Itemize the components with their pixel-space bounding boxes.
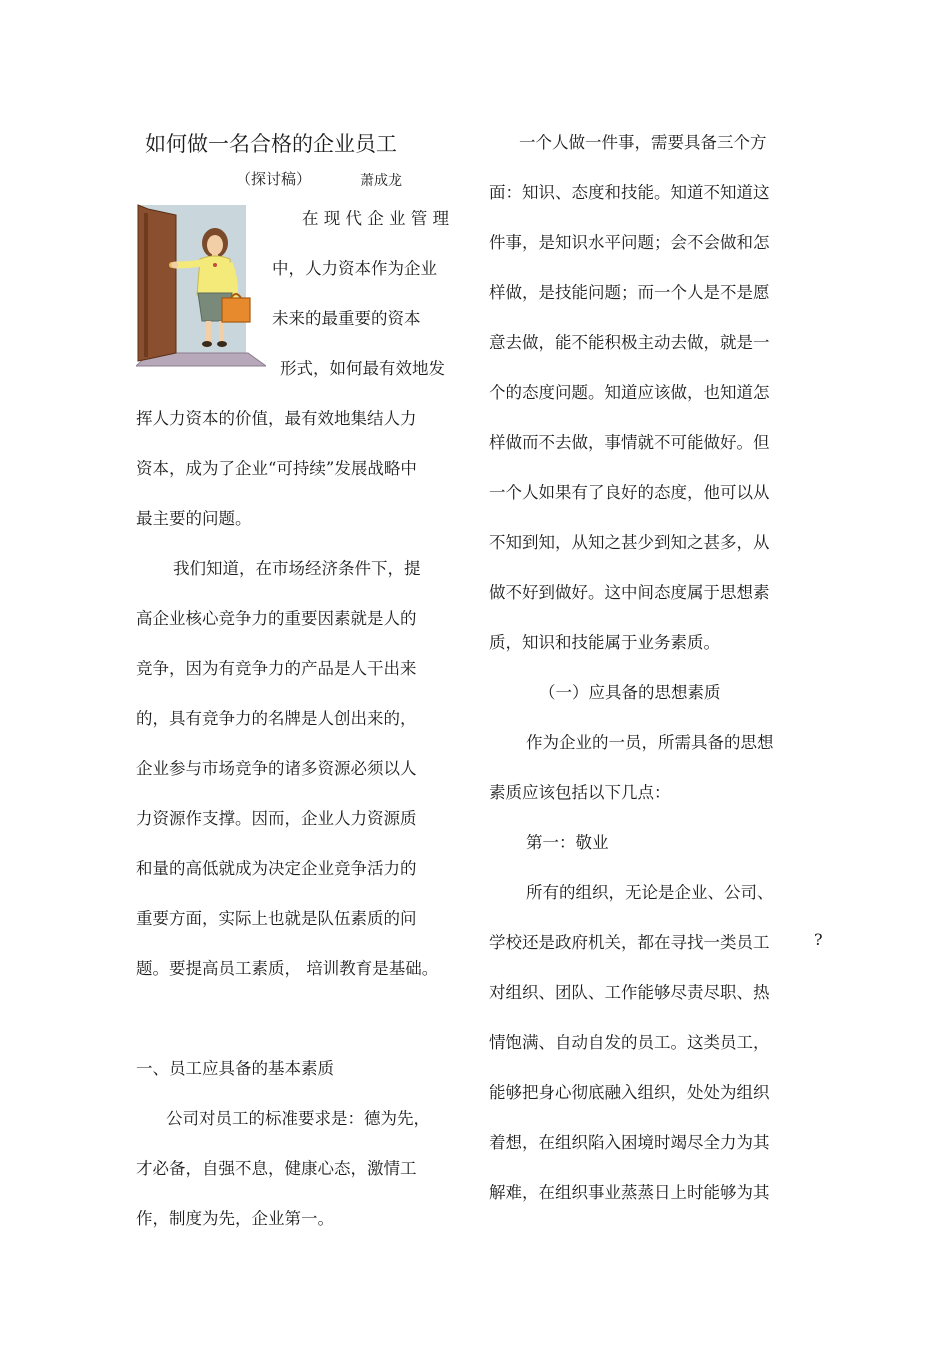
- text-line: 不知到知，从知之甚少到知之甚多，从: [489, 533, 770, 552]
- text-line: 所有的组织，无论是企业、公司、: [526, 883, 774, 902]
- text-line: 意去做，能不能积极主动去做，就是一: [489, 333, 770, 352]
- text-line: 个的态度问题。知道应该做，也知道怎: [489, 383, 770, 402]
- text-line: 形式，如何最有效地发: [280, 359, 445, 378]
- text-line: 一个人如果有了良好的态度，他可以从: [489, 483, 770, 502]
- text-line: 才必备，自强不息，健康心态，激情工: [136, 1159, 417, 1178]
- text-line: 对组织、团队、工作能够尽责尽职、热: [489, 983, 770, 1002]
- text-line: 件事，是知识水平问题；会不会做和怎: [489, 233, 770, 252]
- document-subtitle: （探讨稿）: [236, 170, 312, 188]
- document-title: 如何做一名合格的企业员工: [145, 132, 397, 156]
- text-line: 重要方面，实际上也就是队伍素质的问: [136, 909, 417, 928]
- text-line: 中，人力资本作为企业: [272, 259, 437, 278]
- text-line: 一个人做一件事，需要具备三个方: [519, 133, 767, 152]
- document-author: 萧成龙: [360, 173, 402, 189]
- text-line: 力资源作支撑。因而，企业人力资源质: [136, 809, 417, 828]
- text-line: 的，具有竞争力的名牌是人创出来的，: [136, 709, 417, 728]
- text-line: 作为企业的一员，所需具备的思想: [526, 733, 774, 752]
- text-line: 企业参与市场竞争的诸多资源必须以人: [136, 759, 417, 778]
- text-line: 解难，在组织事业蒸蒸日上时能够为其: [489, 1183, 770, 1202]
- text-line: 着想，在组织陷入困境时竭尽全力为其: [489, 1133, 770, 1152]
- left-column-body: [136, 394, 438, 1244]
- woman-at-door-illustration: [136, 203, 266, 367]
- subsection-heading: （一）应具备的思想素质: [539, 683, 721, 702]
- text-line: 学校还是政府机关，都在寻找一类员工: [489, 933, 770, 952]
- text-line: 我们知道，在市场经济条件下，提: [173, 559, 421, 578]
- text-line: 挥人力资本的价值，最有效地集结人力: [136, 409, 417, 428]
- text-line: 样做，是技能问题；而一个人是不是愿: [489, 283, 770, 302]
- text-line: 能够把身心彻底融入组织，处处为组织: [489, 1083, 770, 1102]
- text-line: 样做而不去做，事情就不可能做好。但: [489, 433, 770, 452]
- text-line: 未来的最重要的资本: [272, 309, 421, 328]
- left-wrap-text: [272, 194, 449, 394]
- section-heading: 一、员工应具备的基本素质: [136, 1059, 334, 1078]
- text-line: 情饱满、自动自发的员工。这类员工，: [489, 1033, 770, 1052]
- text-line: 在 现 代 企 业 管 理: [302, 209, 449, 228]
- text-line: 公司对员工的标准要求是：德为先，: [166, 1109, 430, 1128]
- text-line: 质，知识和技能属于业务素质。: [489, 633, 720, 652]
- text-line: 资本，成为了企业“可持续”发展战略中: [136, 459, 417, 478]
- text-line: 面：知识、态度和技能。知道不知道这: [489, 183, 770, 202]
- point-heading: 第一：敬业: [526, 833, 609, 852]
- text-line: 作，制度为先，企业第一。: [136, 1209, 334, 1228]
- text-line: 最主要的问题。: [136, 509, 252, 528]
- text-line: 题。要提高员工素质， 培训教育是基础。: [136, 959, 439, 978]
- text-line: 素质应该包括以下几点：: [489, 783, 671, 802]
- text-line: 竞争，因为有竞争力的产品是人干出来: [136, 659, 417, 678]
- margin-question-mark: ?: [814, 930, 823, 949]
- text-line: 和量的高低就成为决定企业竞争活力的: [136, 859, 417, 878]
- text-line: 做不好到做好。这中间态度属于思想素: [489, 583, 770, 602]
- text-line: 高企业核心竞争力的重要因素就是人的: [136, 609, 417, 628]
- right-column-body: [489, 118, 774, 1218]
